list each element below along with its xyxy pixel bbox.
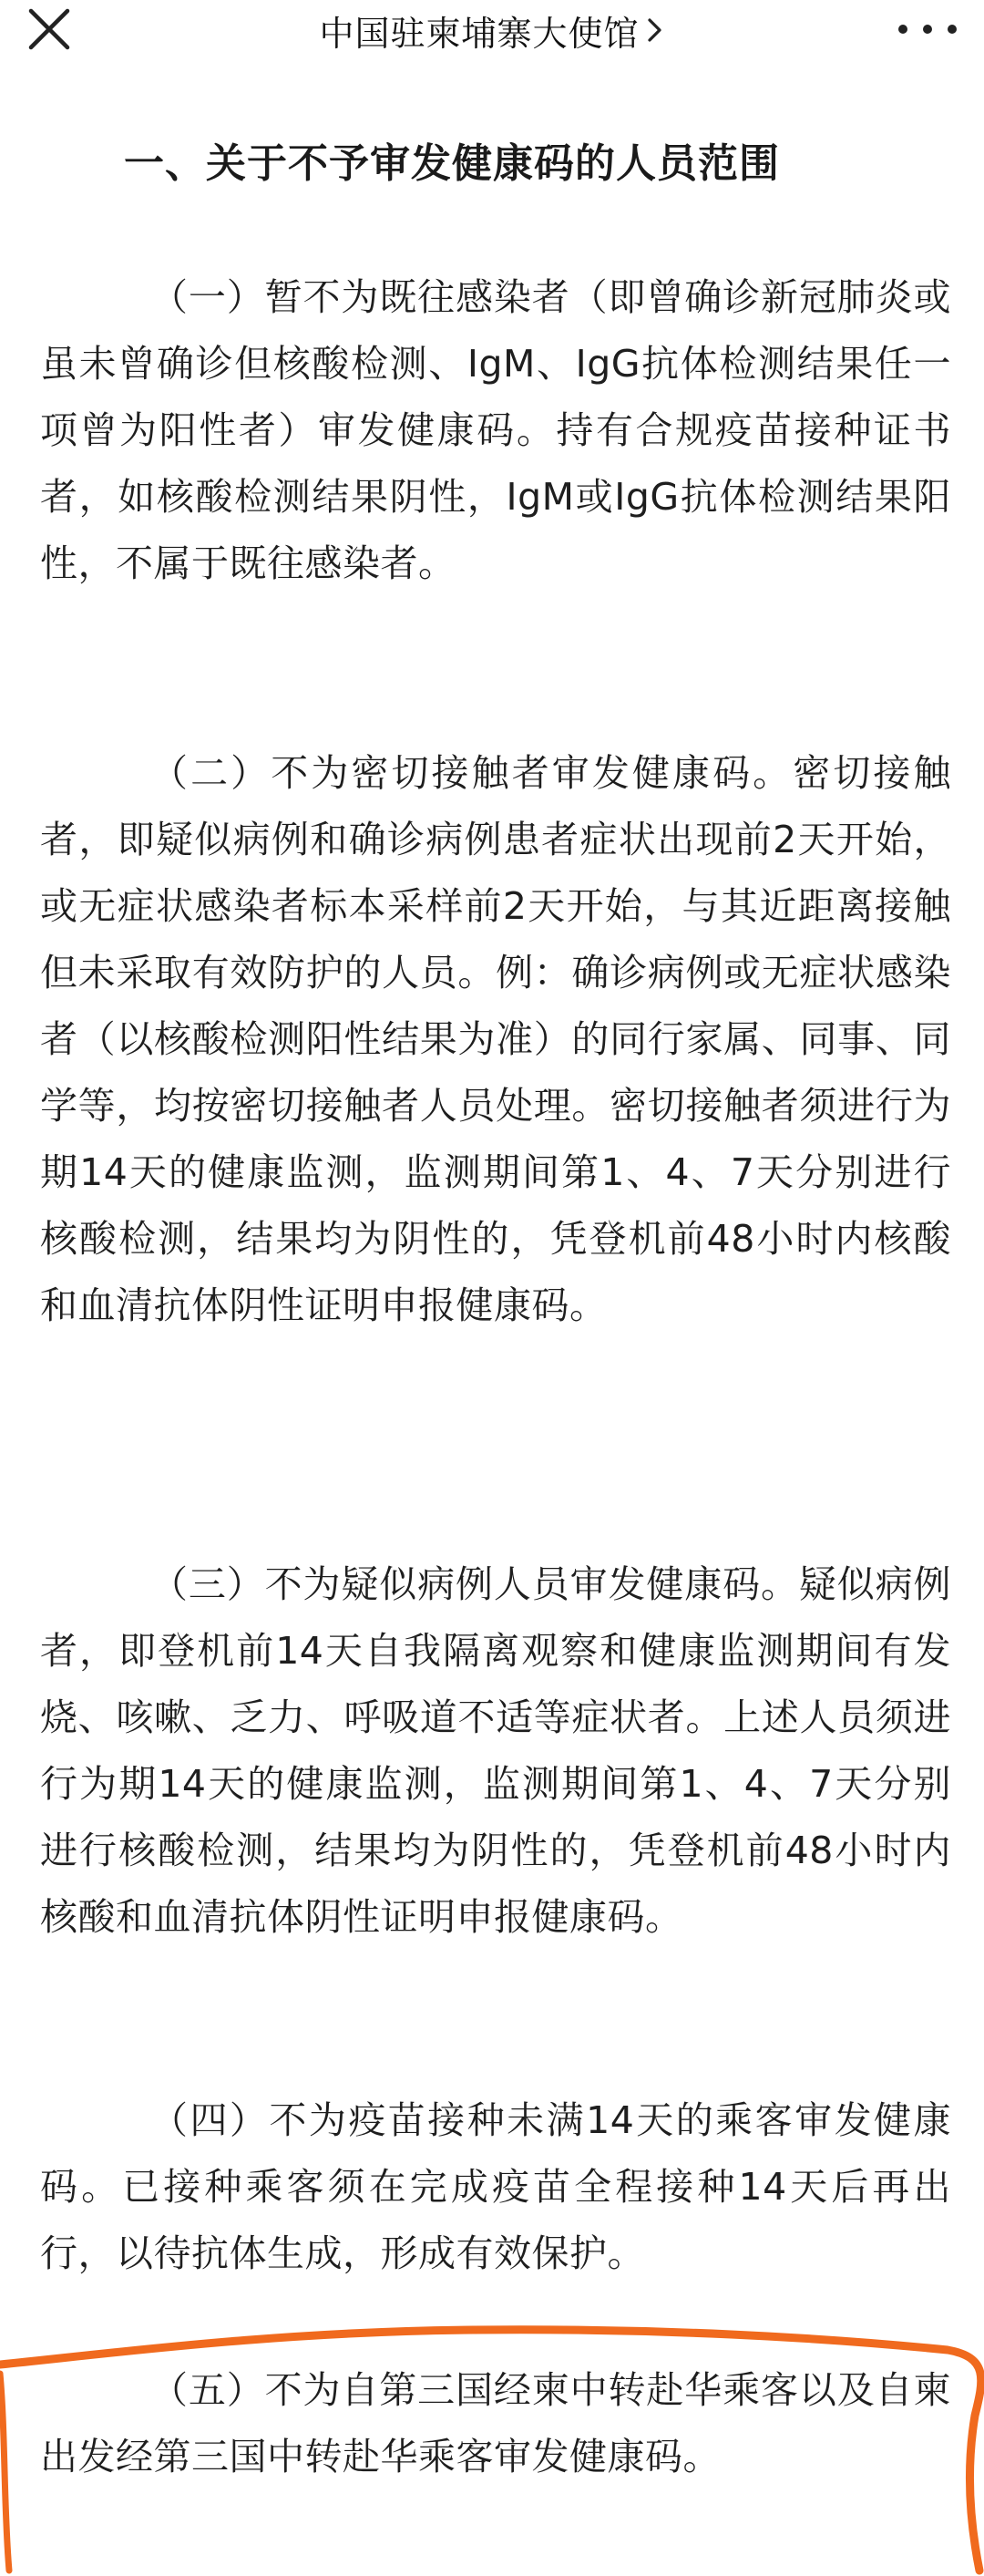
orange-marker-stroke-left bbox=[0, 2374, 9, 2571]
page-title: 中国驻柬埔寨大使馆 bbox=[319, 13, 640, 54]
paragraph-1: （一）暂不为既往感染者（即曾确诊新冠肺炎或虽未曾确诊但核酸检测、IgM、IgG抗体检测结果任一项曾为阳性者）审发健康码。持有合规疫苗接种证书者，如核酸检测结果阴性，IgM或IgG抗体检测结果阳性，不属于既往感染者。 bbox=[40, 275, 951, 585]
more-button[interactable] bbox=[898, 11, 957, 47]
article-content bbox=[40, 137, 951, 2478]
more-dot bbox=[923, 25, 932, 34]
top-bar bbox=[0, 0, 984, 60]
more-dot bbox=[948, 25, 957, 34]
account-title-link[interactable] bbox=[0, 0, 984, 60]
paragraph-4: （四）不为疫苗接种未满14天的乘客审发健康码。已接种乘客须在完成疫苗全程接种14天后再出行，以待抗体生成，形成有效保护。 bbox=[40, 2098, 951, 2275]
section-heading: 一、关于不予审发健康码的人员范围 bbox=[124, 140, 780, 187]
paragraph-5: （五）不为自第三国经柬中转赴华乘客以及自柬出发经第三国中转赴华乘客审发健康码。 bbox=[40, 2368, 951, 2478]
more-dots-icon bbox=[898, 25, 907, 34]
chevron-right-icon bbox=[645, 16, 665, 44]
paragraph-2: （二）不为密切接触者审发健康码。密切接触者，即疑似病例和确诊病例患者症状出现前2天开始，或无症状感染者标本采样前2天开始，与其近距离接触但未采取有效防护的人员。例：确诊病例或无症状感染者（以核酸检测阳性结果为准）的同行家属、同事、同学等，均按密切接触者人员处理。密切接触者须进行为期14天的健康监测，监测期间第1、4、7天分别进行核酸检测，结果均为阴性的，凭登机前48小时内核酸和血清抗体阴性证明申报健康码。 bbox=[40, 751, 951, 1327]
paragraph-3: （三）不为疑似病例人员审发健康码。疑似病例者，即登机前14天自我隔离观察和健康监测期间有发烧、咳嗽、乏力、呼吸道不适等症状者。上述人员须进行为期14天的健康监测，监测期间第1、4、7天分别进行核酸检测，结果均为阴性的，凭登机前48小时内核酸和血清抗体阴性证明申报健康码。 bbox=[40, 1562, 951, 1939]
